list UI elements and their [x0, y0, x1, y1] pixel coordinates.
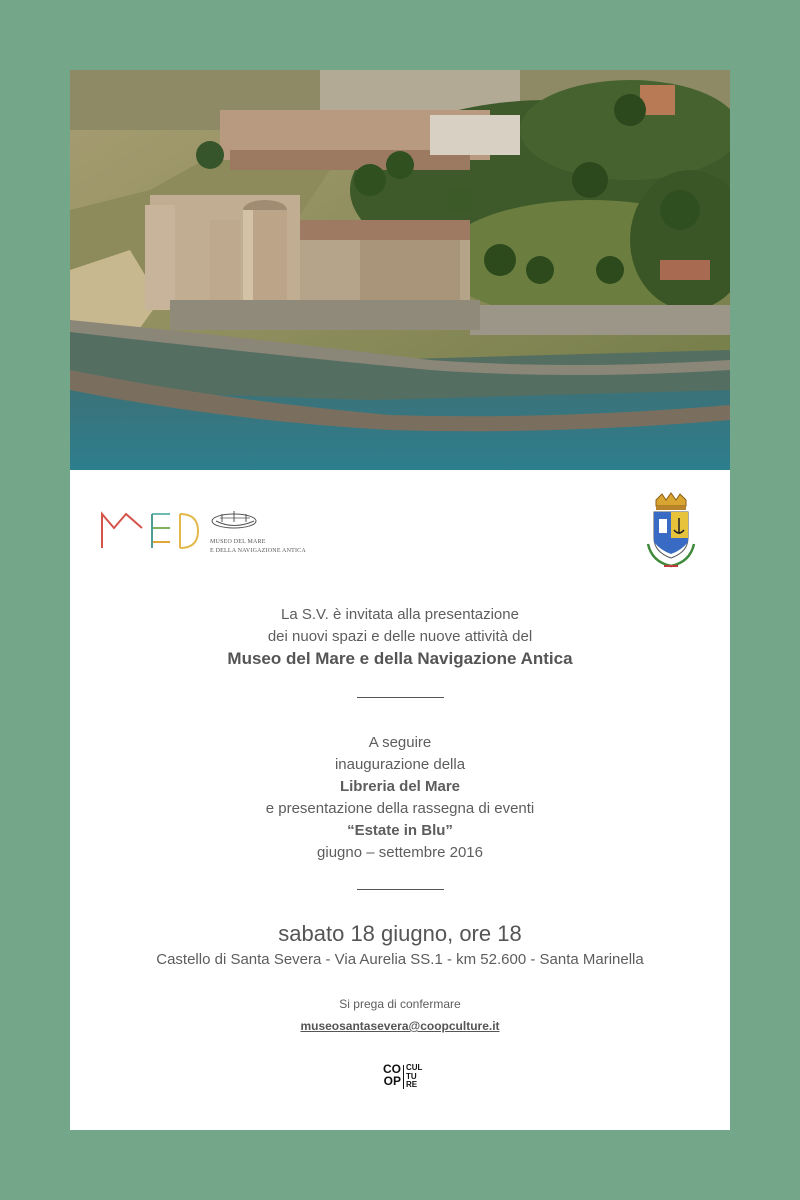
invitation-line2: dei nuovi spazi e delle nuove attività del	[267, 628, 533, 645]
invitation-line1: La S.V. è invitata alla presentazione	[281, 606, 519, 623]
museum-mark-line2: E DELLA NAVIGAZIONE ANTICA	[210, 548, 306, 554]
rsvp-email-link[interactable]: museosantasevera@coopculture.it	[300, 1019, 500, 1033]
rsvp-note: Si prega di confermare	[339, 997, 461, 1011]
ship-icon	[210, 508, 260, 532]
event-period: giugno – settembre 2016	[317, 844, 483, 861]
coop-logo-text: CUL	[406, 1063, 423, 1072]
invitation-text	[70, 604, 730, 670]
following-text	[70, 732, 730, 864]
museum-mark-line1: MUSEO DEL MARE	[210, 539, 266, 545]
divider	[357, 889, 444, 890]
following-line3: e presentazione della rassegna di eventi	[265, 800, 535, 817]
coop-logo-left	[381, 1063, 401, 1087]
rsvp-email-wrapper	[70, 1018, 730, 1034]
bookstore-name: Libreria del Mare	[339, 778, 461, 795]
coop-logo-divider	[403, 1065, 404, 1089]
coop-logo-text: TU	[406, 1071, 417, 1081]
castle-aerial-photo	[70, 70, 730, 470]
event-date-time: sabato 18 giugno, ore 18	[278, 921, 522, 946]
med-logo	[100, 510, 200, 552]
divider	[357, 697, 444, 698]
municipal-crest-icon	[642, 492, 700, 572]
event-title: “Estate in Blu”	[347, 822, 453, 839]
coopculture-logo	[381, 1063, 421, 1097]
event-location: Castello di Santa Severa - Via Aurelia SS.1 - km 52.600 - Santa Marinella	[156, 951, 644, 968]
coop-logo-text: RE	[406, 1080, 418, 1089]
following-line1: A seguire	[368, 734, 432, 751]
coop-logo-right	[406, 1064, 422, 1090]
museum-name: Museo del Mare e della Navigazione Antica	[227, 649, 573, 668]
coop-logo-text: CO	[383, 1062, 401, 1076]
invitation-card	[70, 70, 730, 1130]
coop-logo-text: OP	[383, 1074, 401, 1088]
museum-mark	[210, 508, 320, 555]
following-line2: inaugurazione della	[334, 756, 466, 773]
